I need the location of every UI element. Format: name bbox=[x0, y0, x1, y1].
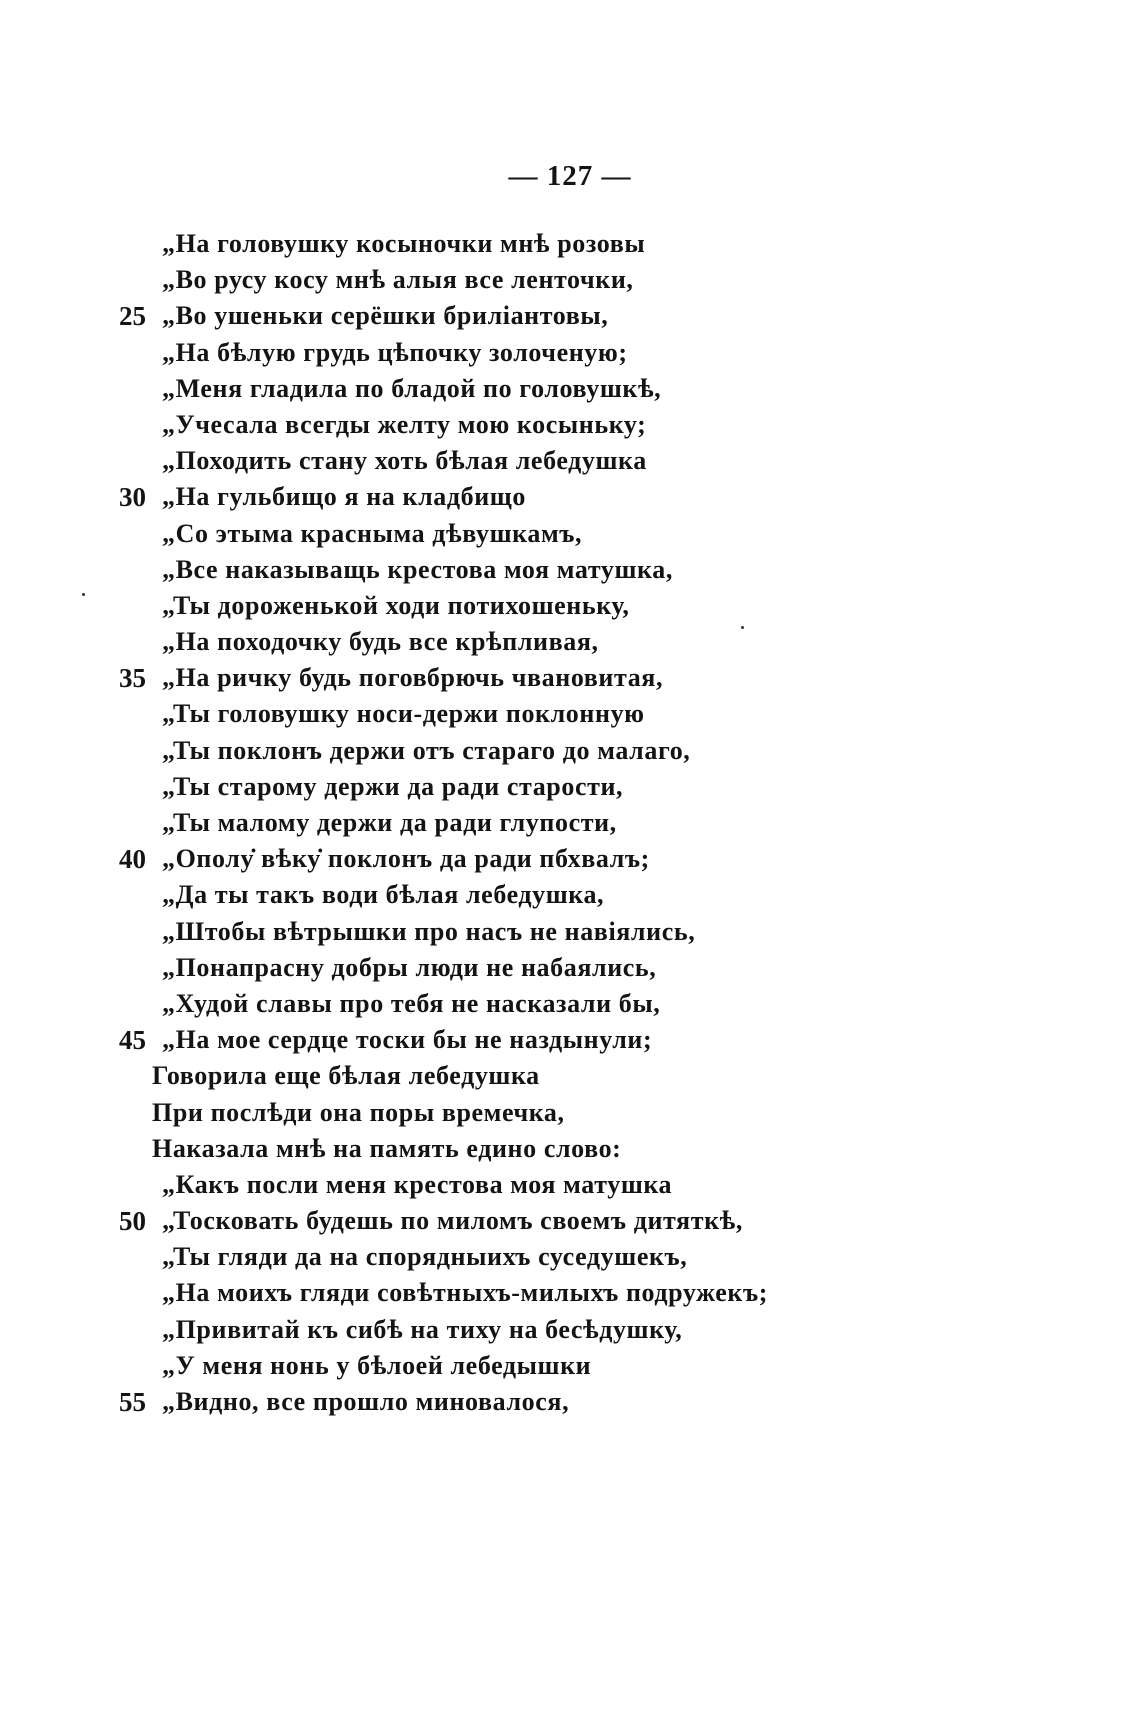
verse-line bbox=[100, 371, 1100, 407]
verse-text: „На бѣлую грудь цѣпочку золоченую; bbox=[162, 337, 628, 367]
verse-text: „У меня нонь у бѣлоей лебедышки bbox=[162, 1350, 592, 1380]
verse-text: „Да ты такъ води бѣлая лебедушка, bbox=[162, 880, 605, 910]
verse-line bbox=[100, 1348, 1100, 1384]
verse-text: „Ты гляди да на спорядныихъ суседушекъ, bbox=[162, 1242, 688, 1272]
line-number: 35 bbox=[119, 663, 146, 694]
verse-text: „Меня гладила по бладой по головушкѣ, bbox=[162, 373, 662, 403]
verse-text: При послѣди она поры времечка, bbox=[152, 1097, 565, 1127]
verse-text: Наказала мнѣ на память едино слово: bbox=[152, 1133, 622, 1163]
verse-line bbox=[100, 298, 1100, 334]
verse-line bbox=[100, 950, 1100, 986]
verse-text: „Учесала всегды желту мою косыньку; bbox=[162, 409, 647, 439]
verse-line bbox=[100, 1167, 1100, 1203]
verse-text: „На мое сердце тоски бы не наздынули; bbox=[162, 1025, 653, 1055]
verse-text: „Ты дороженькой ходи потихошеньку, bbox=[162, 590, 630, 620]
verse-text: Говорила еще бѣлая лебедушка bbox=[152, 1061, 540, 1091]
verse-line bbox=[100, 877, 1100, 913]
verse-text: „Ты малому держи да ради глупости, bbox=[162, 808, 617, 837]
line-number: 55 bbox=[119, 1387, 146, 1417]
verse-line bbox=[100, 516, 1100, 552]
verse-line bbox=[100, 1022, 1100, 1058]
verse-line bbox=[100, 335, 1100, 371]
verse-text: „Штобы вѣтрышки про насъ не навіялись, bbox=[162, 916, 696, 946]
verse-line bbox=[100, 1131, 1100, 1167]
verse-text: „Понапрасну добры люди не набаялись, bbox=[162, 952, 657, 982]
print-speck bbox=[82, 593, 85, 596]
line-number: 25 bbox=[119, 301, 146, 332]
verse-line bbox=[100, 479, 1100, 515]
verse-text: „Со этыма красныма дѣвушкамъ, bbox=[162, 518, 583, 548]
verse-line bbox=[100, 1384, 1100, 1420]
verse-line bbox=[100, 986, 1100, 1022]
verse-text: „Во русу косу мнѣ алыя все ленточки, bbox=[162, 265, 634, 295]
verse-line bbox=[100, 407, 1100, 443]
line-number: 45 bbox=[119, 1025, 146, 1056]
verse-text: „На походочку будь все крѣпливая, bbox=[162, 627, 599, 657]
verse-line bbox=[100, 1203, 1100, 1239]
verse-line bbox=[100, 1239, 1100, 1275]
verse-text: „Тосковать будешь по миломъ своемъ дитяткѣ, bbox=[162, 1206, 743, 1236]
verse-line bbox=[100, 552, 1100, 588]
verse-text: „На гульбищо я на кладбищо bbox=[162, 482, 526, 512]
line-number: 50 bbox=[119, 1206, 146, 1237]
verse-text: „Во ушеньки серёшки бриліантовы, bbox=[162, 301, 609, 331]
verse-text: „Ополу̇ вѣку̇ поклонъ да ради пбхвалъ; bbox=[162, 844, 650, 874]
verse-text: „Ты старому держи да ради старости, bbox=[162, 771, 624, 801]
line-number: 40 bbox=[119, 844, 146, 875]
verse-line bbox=[100, 624, 1100, 660]
verse-text: „На моихъ гляди совѣтныхъ-милыхъ подружекъ; bbox=[162, 1278, 768, 1308]
verse-text: „Ты поклонъ держи отъ стараго до малаго, bbox=[162, 735, 691, 765]
verse-text: „Видно, все прошло миновалося, bbox=[162, 1387, 570, 1416]
verse-line bbox=[100, 696, 1100, 732]
verse-line bbox=[100, 1275, 1100, 1311]
verse-text: „Все наказыващь крестова моя матушка, bbox=[162, 554, 673, 584]
verse-line bbox=[100, 443, 1100, 479]
verse-text: „Привитай къ сибѣ на тиху на бесѣдушку, bbox=[162, 1314, 683, 1344]
verse-line bbox=[100, 1095, 1100, 1131]
verse-line bbox=[100, 733, 1100, 769]
verse-text: „Какъ посли меня крестова моя матушка bbox=[162, 1169, 673, 1199]
verse-line bbox=[100, 805, 1100, 841]
verse-line bbox=[100, 1312, 1100, 1348]
line-number: 30 bbox=[119, 482, 146, 513]
verse-text: „Ты головушку носи-держи поклонную bbox=[162, 699, 645, 729]
verse-text: „На головушку косыночки мнѣ розовы bbox=[162, 229, 646, 258]
verse-text: „На ричку будь поговбрючь чвановитая, bbox=[162, 663, 664, 693]
verse-line bbox=[100, 1058, 1100, 1094]
verse-line bbox=[100, 914, 1100, 950]
verse-line bbox=[100, 660, 1100, 696]
print-speck bbox=[741, 626, 744, 629]
page-number: — 127 — bbox=[508, 160, 632, 192]
verse-line bbox=[100, 841, 1100, 877]
verse-line bbox=[100, 262, 1100, 298]
verse-text: „Походить стану хоть бѣлая лебедушка bbox=[162, 446, 647, 476]
verse-text: „Худой славы про тебя не насказали бы, bbox=[162, 988, 661, 1018]
verse-line bbox=[100, 769, 1100, 805]
verse-line bbox=[100, 226, 1100, 262]
poem-text bbox=[100, 226, 1100, 1420]
verse-line bbox=[100, 588, 1100, 624]
